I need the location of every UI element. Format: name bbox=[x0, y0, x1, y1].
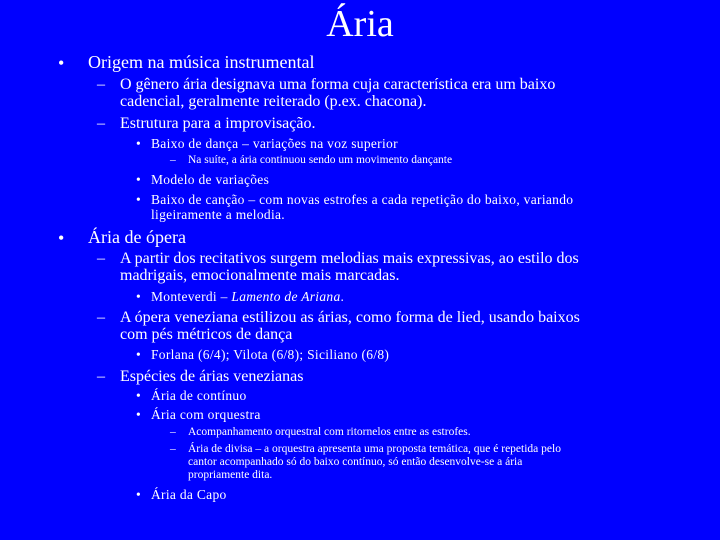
monteverdi-suffix: . bbox=[340, 289, 345, 304]
bullet-level2-text-cont: com pés métricos de dança bbox=[120, 326, 293, 343]
bullet-dash: – bbox=[97, 309, 105, 326]
bullet-level3-text bbox=[151, 289, 344, 304]
bullet-dot: • bbox=[136, 347, 142, 362]
bullet-level3-text: Modelo de variações bbox=[151, 172, 270, 187]
bullet-level1-text: Ária de ópera bbox=[88, 227, 186, 247]
bullet-level4-text: Ária de divisa – a orquestra apresenta uma proposta temática, que é repetida pelo bbox=[188, 443, 561, 455]
bullet-dot: • bbox=[58, 53, 65, 73]
bullet-level3-text: Ária da Capo bbox=[151, 487, 227, 502]
bullet-level4-text-cont: propriamente dita. bbox=[188, 469, 273, 481]
bullet-dash: – bbox=[170, 426, 176, 438]
bullet-dot: • bbox=[136, 289, 142, 304]
bullet-level3-text: Ária de contínuo bbox=[151, 388, 247, 403]
bullet-level3-text: Ária com orquestra bbox=[151, 407, 261, 422]
bullet-level4-text-cont: cantor acompanhado só do baixo contínuo, só então desenvolve-se a ária bbox=[188, 456, 523, 468]
bullet-dot: • bbox=[136, 487, 142, 502]
bullet-dash: – bbox=[97, 250, 105, 267]
bullet-level3-text: Baixo de canção – com novas estrofes a cada repetição do baixo, variando bbox=[151, 192, 574, 207]
bullet-dot: • bbox=[136, 172, 142, 187]
bullet-dash: – bbox=[97, 76, 105, 93]
bullet-level2-text: A partir dos recitativos surgem melodias mais expressivas, ao estilo dos bbox=[120, 250, 579, 267]
bullet-level4-text: Na suíte, a ária continuou sendo um movimento dançante bbox=[188, 154, 453, 166]
bullet-level2-text: A ópera veneziana estilizou as árias, como forma de lied, usando baixos bbox=[120, 309, 580, 326]
bullet-level2-text-cont: madrigais, emocionalmente mais marcadas. bbox=[120, 267, 400, 284]
bullet-dash: – bbox=[97, 368, 105, 385]
bullet-level2-text: O gênero ária designava uma forma cuja característica era um baixo bbox=[120, 76, 556, 93]
slide-title: Ária bbox=[326, 3, 394, 45]
bullet-level3-text: Forlana (6/4); Vilota (6/8); Siciliano (6/8) bbox=[151, 347, 390, 362]
bullet-dash: – bbox=[97, 115, 105, 132]
bullet-level2-text: Estrutura para a improvisação. bbox=[120, 115, 316, 132]
bullet-dash: – bbox=[170, 443, 176, 455]
bullet-level2-text: Espécies de árias venezianas bbox=[120, 368, 304, 385]
lamento-title: Lamento de Ariana bbox=[231, 289, 341, 304]
bullet-dot: • bbox=[136, 407, 142, 422]
bullet-dot: • bbox=[136, 192, 142, 207]
monteverdi-prefix: Monteverdi – bbox=[151, 289, 232, 304]
bullet-level3-text-cont: ligeiramente a melodia. bbox=[151, 207, 285, 222]
bullet-dot: • bbox=[136, 136, 142, 151]
bullet-dash: – bbox=[170, 154, 176, 166]
bullet-level2-text-cont: cadencial, geralmente reiterado (p.ex. chacona). bbox=[120, 93, 427, 110]
bullet-level1-text: Origem na música instrumental bbox=[88, 52, 315, 72]
bullet-level3-text: Baixo de dança – variações na voz superior bbox=[151, 136, 398, 151]
bullet-level4-text: Acompanhamento orquestral com ritornelos entre as estrofes. bbox=[188, 426, 471, 438]
bullet-dot: • bbox=[136, 388, 142, 403]
bullet-dot: • bbox=[58, 228, 65, 248]
